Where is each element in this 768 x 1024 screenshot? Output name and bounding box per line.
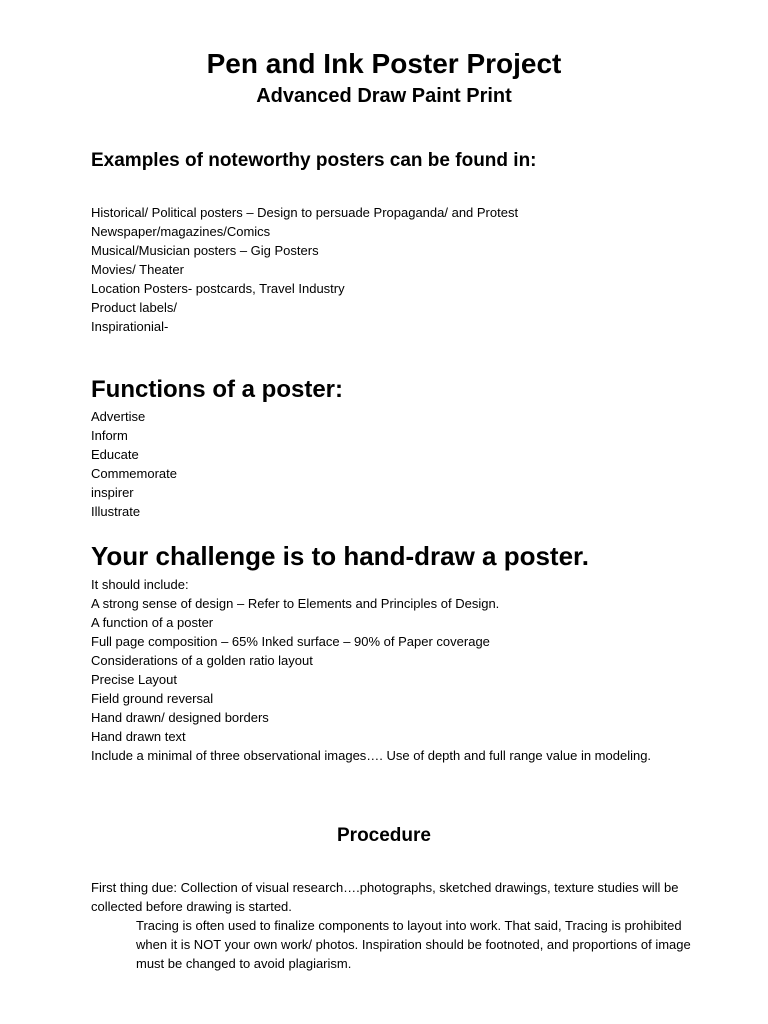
challenge-heading: Your challenge is to hand-draw a poster. xyxy=(91,541,589,571)
examples-heading: Examples of noteworthy posters can be found in: xyxy=(91,150,537,171)
challenge-item: Precise Layout xyxy=(91,672,177,687)
examples-item: Inspirationial- xyxy=(91,319,169,334)
examples-list xyxy=(91,203,518,336)
procedure-heading: Procedure xyxy=(337,825,431,846)
functions-item: Advertise xyxy=(91,409,146,424)
challenge-item: Full page composition – 65% Inked surface – 90% of Paper coverage xyxy=(91,634,490,649)
examples-item: Location Posters- postcards, Travel Industry xyxy=(91,281,345,296)
functions-heading: Functions of a poster: xyxy=(91,376,343,403)
challenge-item: Field ground reversal xyxy=(91,691,214,706)
challenge-item: A function of a poster xyxy=(91,615,214,630)
functions-item: Educate xyxy=(91,447,139,462)
functions-item: Commemorate xyxy=(91,466,177,481)
functions-item: Illustrate xyxy=(91,504,141,519)
examples-item: Musical/Musician posters – Gig Posters xyxy=(91,243,319,258)
procedure-first-paragraph: First thing due: Collection of visual research….photographs, sketched drawings, texture studies will be collected before drawing is started. xyxy=(91,880,679,914)
functions-list xyxy=(91,407,177,521)
document-title: Pen and Ink Poster Project xyxy=(206,48,562,79)
examples-item: Product labels/ xyxy=(91,300,177,315)
challenge-item: Include a minimal of three observational images…. Use of depth and full range value in modeling. xyxy=(91,748,652,763)
challenge-item: Hand drawn text xyxy=(91,729,186,744)
functions-item: Inform xyxy=(91,428,128,443)
challenge-item: Considerations of a golden ratio layout xyxy=(91,653,313,668)
examples-item: Movies/ Theater xyxy=(91,262,184,277)
challenge-item: Hand drawn/ designed borders xyxy=(91,710,269,725)
document-subtitle: Advanced Draw Paint Print xyxy=(256,85,512,107)
functions-item: inspirer xyxy=(91,485,134,500)
challenge-item: It should include: xyxy=(91,577,189,592)
examples-item: Newspaper/magazines/Comics xyxy=(91,224,271,239)
examples-item: Historical/ Political posters – Design to persuade Propaganda/ and Protest xyxy=(91,205,519,220)
challenge-item: A strong sense of design – Refer to Elements and Principles of Design. xyxy=(91,596,500,611)
procedure-tracing-paragraph: Tracing is often used to finalize components to layout into work. That said, Tracing is prohibited when it is NOT your own work/ photos. Inspiration should be footnoted, and proportions of image must be changed to avoid plagiarism. xyxy=(136,918,691,971)
challenge-list xyxy=(91,575,691,765)
